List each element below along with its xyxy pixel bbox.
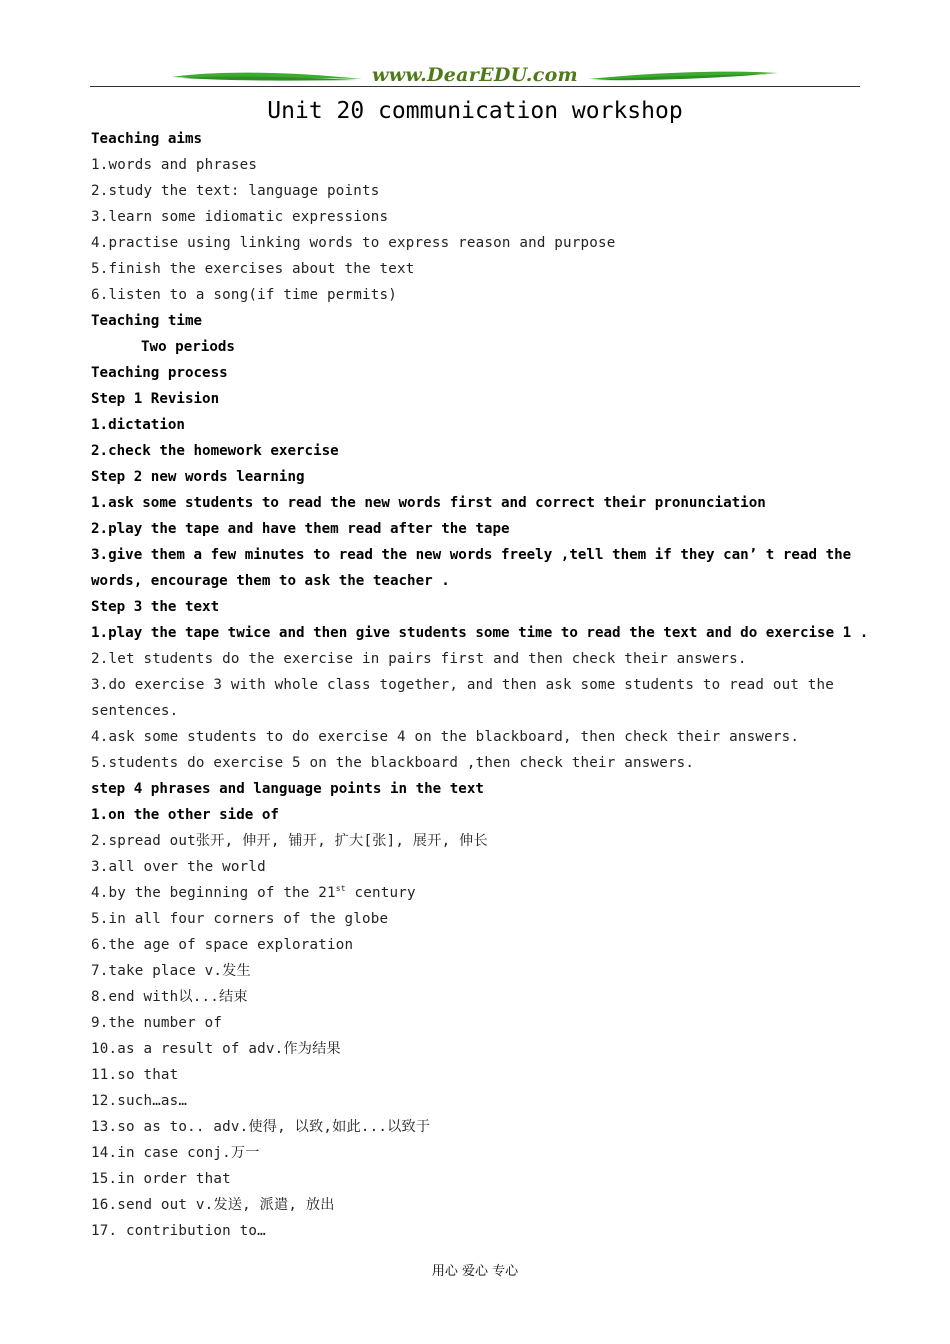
document-body xyxy=(91,126,869,1244)
page-title: Unit 20 communication workshop xyxy=(267,98,683,124)
heading-teaching-time: Teaching time xyxy=(91,313,203,329)
list-item: 3.learn some idiomatic expressions xyxy=(91,209,389,225)
phrase-item: 3.all over the world xyxy=(91,859,266,875)
list-item: 3.give them a few minutes to read the new words freely ,tell them if they can’ t read the xyxy=(91,547,852,563)
phrase-item: 11.so that xyxy=(91,1067,179,1083)
left-swoosh-icon xyxy=(172,68,362,86)
phrase-item: 7.take place v.发生 xyxy=(91,963,251,979)
step-heading: Step 3 the text xyxy=(91,599,220,615)
list-item: 2.study the text: language points xyxy=(91,183,380,199)
phrase-item: 5.in all four corners of the globe xyxy=(91,911,389,927)
list-item: 1.play the tape twice and then give students some time to read the text and do exercise 1 . xyxy=(91,625,869,641)
phrase-item: 6.the age of space exploration xyxy=(91,937,354,953)
list-item: 2.play the tape and have them read after the tape xyxy=(91,521,510,537)
right-swoosh-icon xyxy=(588,68,778,86)
list-item: 1.words and phrases xyxy=(91,157,258,173)
step-heading: step 4 phrases and language points in the text xyxy=(91,781,484,797)
page-footer: 用心 爱心 专心 xyxy=(431,1264,519,1279)
heading-teaching-aims: Teaching aims xyxy=(91,131,203,147)
phrase-item: 16.send out v.发送, 派遣, 放出 xyxy=(91,1197,335,1213)
list-item: 3.do exercise 3 with whole class together, and then ask some students to read out the xyxy=(91,677,835,693)
list-item: 4.practise using linking words to express reason and purpose xyxy=(91,235,616,251)
list-item: 4.ask some students to do exercise 4 on the blackboard, then check their answers. xyxy=(91,729,800,745)
list-item: 1.dictation xyxy=(91,417,185,433)
phrase-item: 1.on the other side of xyxy=(91,807,279,823)
list-item: 2.let students do the exercise in pairs first and then check their answers. xyxy=(91,651,747,667)
teaching-time-value: Two periods xyxy=(141,339,235,355)
site-logo: www.DearEDU.com xyxy=(372,64,578,86)
list-item-continued: words, encourage them to ask the teacher . xyxy=(91,573,450,589)
heading-teaching-process: Teaching process xyxy=(91,365,228,381)
list-item: 1.ask some students to read the new words first and correct their pronunciation xyxy=(91,495,766,511)
phrase-item: 12.such…as… xyxy=(91,1093,188,1109)
phrase-item: 8.end with以...结束 xyxy=(91,989,248,1005)
list-item-continued: sentences. xyxy=(91,703,179,719)
step-heading: Step 2 new words learning xyxy=(91,469,305,485)
phrase-item: 10.as a result of adv.作为结果 xyxy=(91,1041,341,1057)
list-item: 2.check the homework exercise xyxy=(91,443,339,459)
list-item: 5.finish the exercises about the text xyxy=(91,261,415,277)
step-heading: Step 1 Revision xyxy=(91,391,220,407)
phrase-item: 2.spread out张开, 伸开, 铺开, 扩大[张], 展开, 伸长 xyxy=(91,833,488,849)
phrase-text: 4.by the beginning of the 21 xyxy=(91,885,336,901)
page-header xyxy=(90,60,860,90)
phrase-item: 13.so as to.. adv.使得, 以致,如此...以致于 xyxy=(91,1119,431,1135)
header-rule xyxy=(90,86,860,87)
phrase-text-tail: century xyxy=(345,885,416,901)
list-item: 6.listen to a song(if time permits) xyxy=(91,287,397,303)
phrase-item: 14.in case conj.万一 xyxy=(91,1145,260,1161)
phrase-item: 15.in order that xyxy=(91,1171,231,1187)
phrase-item: 9.the number of xyxy=(91,1015,223,1031)
phrase-item xyxy=(91,880,861,906)
ordinal-superscript: st xyxy=(335,884,346,893)
phrase-item: 17. contribution to… xyxy=(91,1223,266,1239)
list-item: 5.students do exercise 5 on the blackboard ,then check their answers. xyxy=(91,755,695,771)
